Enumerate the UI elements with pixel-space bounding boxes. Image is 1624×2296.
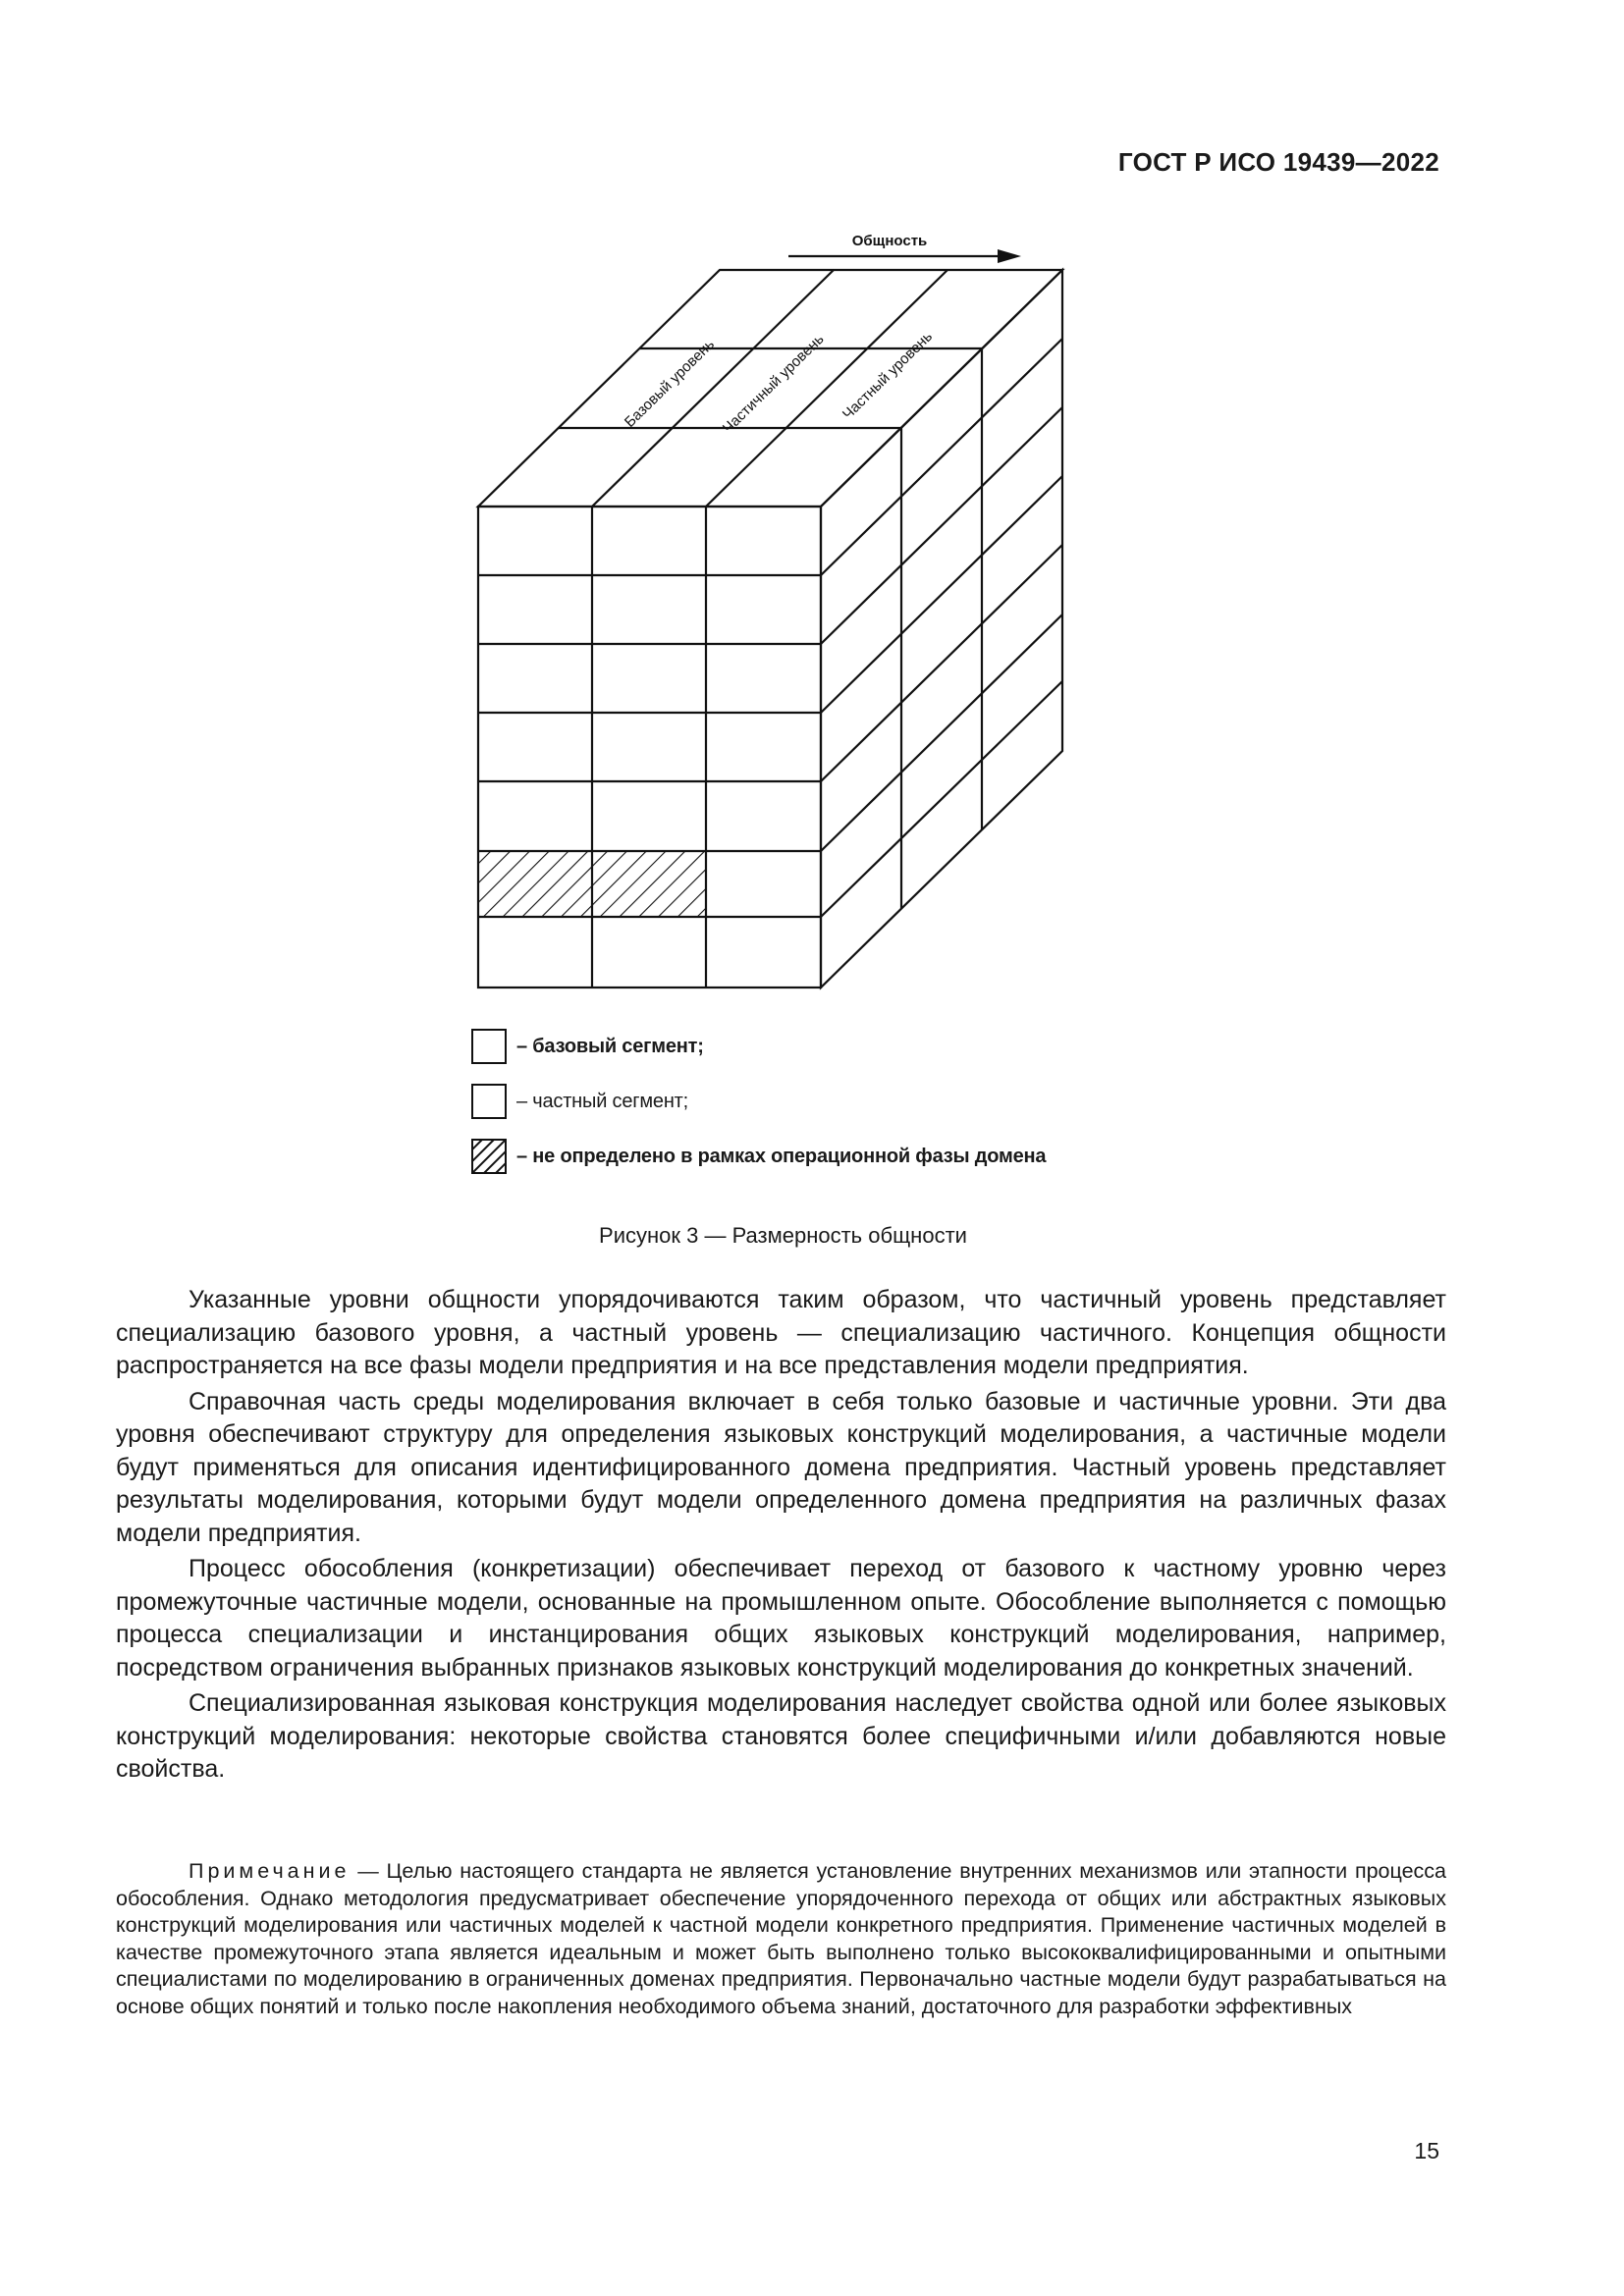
figure-legend <box>471 1027 1159 1192</box>
legend-item-undefined <box>471 1137 1159 1176</box>
generality-cube-figure <box>0 0 1624 1011</box>
legend-empty-box <box>471 1029 507 1064</box>
legend-hatched-box <box>471 1139 507 1174</box>
level-label-base: Базовый уровень <box>621 336 718 431</box>
legend-label: – частный сегмент; <box>516 1090 688 1112</box>
legend-label: – не определено в рамках операционной фазы домена <box>516 1145 1047 1167</box>
figure-caption: Рисунок 3 — Размерность общности <box>599 1223 967 1248</box>
legend-empty-box <box>471 1084 507 1119</box>
side-face-grid <box>821 270 1062 988</box>
paragraph: Указанные уровни общности упорядочиваются таким образом, что частичный уровень представляет специализацию базового уровня, а частный уровень — специализацию частичного. Концепция общности распространяется на все фазы модели предприятия и на все представления модели предприятия. <box>116 1286 1446 1379</box>
note <box>116 1858 1446 2020</box>
level-label-particular: Частный уровень <box>839 328 936 423</box>
paragraph: Специализированная языковая конструкция моделирования наследует свойства одной или более языковых конструкций моделирования: некоторые свойства становятся более специфичными и/или добавляются новые свойства. <box>116 1689 1446 1783</box>
axis-label: Общность <box>851 233 928 249</box>
legend-label: – базовый сегмент; <box>516 1035 704 1057</box>
level-label-partial: Частичный уровень <box>719 331 828 437</box>
legend-item-particular-segment <box>471 1082 1159 1121</box>
paragraph: Справочная часть среды моделирования включает в себя только базовые и частичные уровни. Эти два уровня обеспечивают структуру для определения языковых конструкций моделирования, а частичные модели будут применяться для описания идентифицированного домена предприятия. Частный уровень представляет результаты моделирования, которыми будут модели определенного домена предприятия на различных фазах модели предприятия. <box>116 1387 1446 1547</box>
note-label: Примечание <box>189 1859 351 1883</box>
legend-item-base-segment <box>471 1027 1159 1066</box>
paragraph: Процесс обособления (конкретизации) обеспечивает переход от базового к частному уровню через промежуточные частичные модели, основанные на промышленном опыте. Обособление выполняется с помощью процесса специализации и инстанцирования общих языковых конструкций моделирования, например, посредством ограничения выбранных признаков языковых конструкций моделирования до конкретных значений. <box>116 1555 1446 1682</box>
body-text <box>116 1284 1446 1789</box>
standard-id: ГОСТ Р ИСО 19439—2022 <box>1117 147 1439 177</box>
generality-axis-arrow <box>788 249 1021 263</box>
note-text: — Целью настоящего стандарта не является установление внутренних механизмов или этапности процесса обособления. Однако методология предусматривает обеспечение упорядоченного перехода от общих или абстрактных языковых конструкций моделирования или частичных моделей к частной модели конкретного предприятия. Применение частичных моделей в качестве промежуточного этапа является идеальным и может быть выполнено только высококвалифицированными и опытными специалистами по моделированию в ограниченных доменах предприятия. Первоначально частные модели будут разрабатываться на основе общих понятий и только после накопления необходимого объема знаний, достаточного для разработки эффективных <box>116 1859 1446 2018</box>
page-number: 15 <box>1414 2138 1439 2163</box>
